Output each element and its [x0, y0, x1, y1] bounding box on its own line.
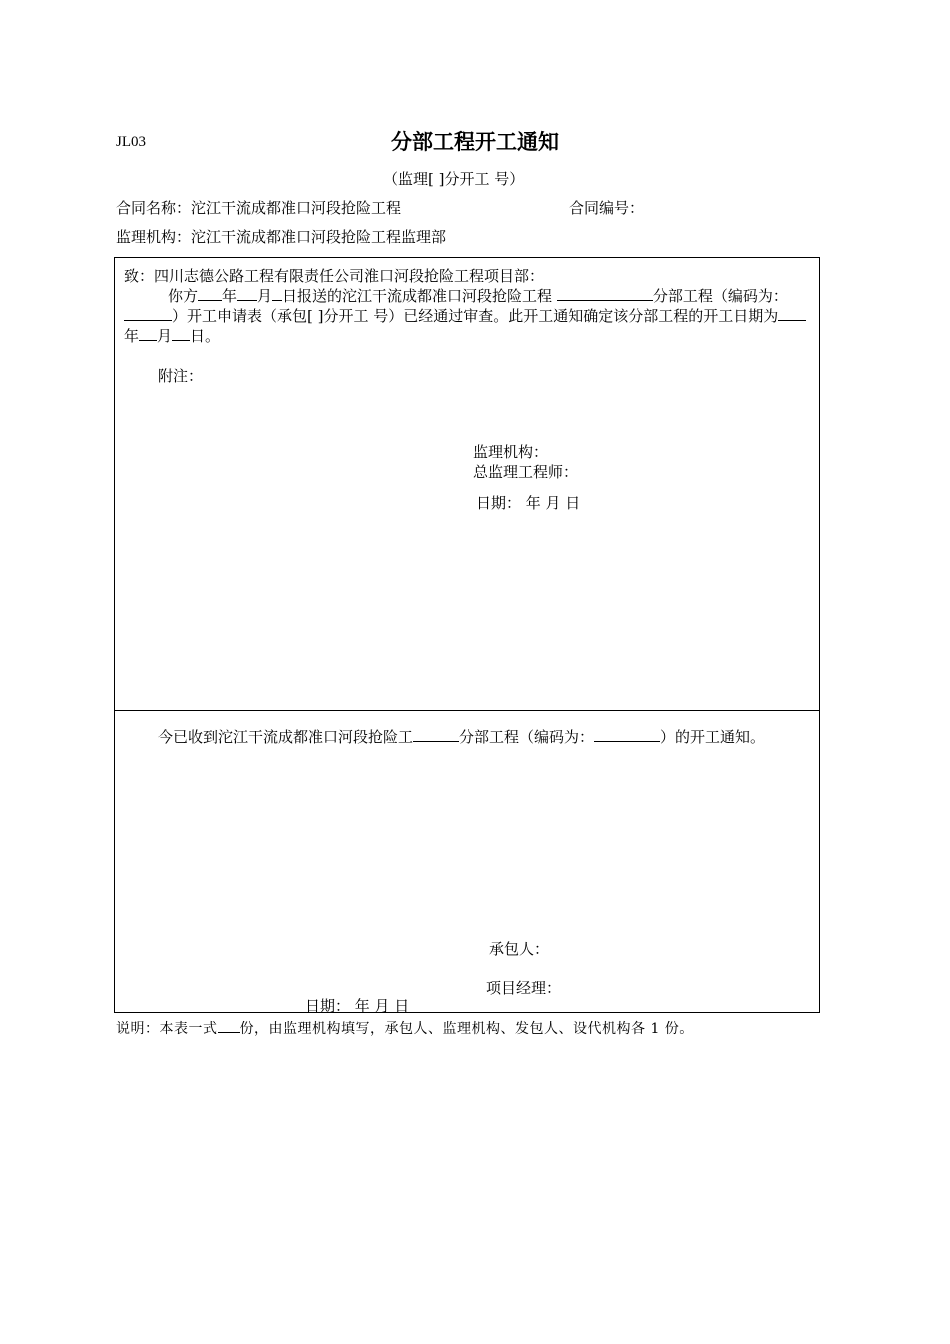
code-blank: [124, 306, 172, 321]
supervision-org-value: 沱江干流成都准口河段抢险工程监理部: [191, 228, 447, 246]
page-title: 分部工程开工通知: [391, 130, 559, 154]
start-year-blank: [778, 306, 806, 321]
receipt-date-label: 日期： 年 月 日: [305, 997, 410, 1015]
form-table: [114, 257, 820, 1013]
supervision-org-row: [116, 226, 446, 247]
notice-text: 月: [257, 287, 273, 305]
contractor-label: 承包人：: [489, 940, 550, 958]
notice-text: ）开工申请表（承包[ ]分开工 号）已经通过审查。此开工通知确定该分部工程的开工日期为: [172, 307, 779, 325]
form-code: JL03: [116, 134, 146, 150]
contract-name-label: 合同名称：: [116, 199, 192, 217]
contract-name-value: 沱江干流成都准口河段抢险工程: [191, 199, 402, 217]
year-blank: [198, 286, 222, 301]
receipt-project-blank: [413, 727, 459, 742]
receipt-statement: [158, 726, 765, 747]
notice-text: 日。: [190, 327, 221, 345]
footer-text: 份，由监理机构填写，承包人、监理机构、发包人、设代机构各 1 份。: [239, 1021, 694, 1037]
footer-note: [116, 1018, 694, 1038]
chief-engineer-label: 总监理工程师：: [473, 463, 579, 481]
notice-text: 你方: [168, 287, 199, 305]
month-blank: [237, 286, 257, 301]
project-manager-label: 项目经理：: [486, 979, 562, 997]
notice-paragraph: [124, 266, 812, 346]
receipt-code-blank: [594, 727, 660, 742]
supervision-org-label: 监理机构：: [116, 228, 192, 246]
notice-date-label: 日期： 年 月 日: [476, 494, 581, 512]
start-month-blank: [139, 326, 157, 341]
receipt-text: 今已收到沱江干流成都准口河段抢险工: [158, 728, 414, 746]
day-blank: [272, 286, 282, 301]
footer-text: 说明：本表一式: [116, 1021, 218, 1037]
receipt-text: ）的开工通知。: [660, 728, 766, 746]
sub-project-blank: [557, 286, 653, 301]
notice-text: 年: [222, 287, 238, 305]
copies-blank: [218, 1018, 240, 1033]
supervision-signature-label: 监理机构：: [473, 443, 549, 461]
notice-text: 年: [124, 327, 140, 345]
notice-text: 分部工程（编码为：: [652, 287, 788, 305]
document-number: （监理[ ]分开工 号）: [383, 170, 525, 188]
contract-number-label: 合同编号：: [569, 199, 645, 217]
note-label: 附注：: [158, 367, 204, 385]
notice-text: 月: [157, 327, 173, 345]
notice-text: 日报送的沱江干流成都准口河段抢险工程: [282, 287, 553, 305]
section-divider: [114, 710, 819, 711]
notice-body: [124, 286, 812, 346]
contract-name-row: [116, 197, 401, 218]
addressee-line: 致：四川志德公路工程有限责任公司淮口河段抢险工程项目部：: [124, 267, 545, 285]
start-day-blank: [172, 326, 190, 341]
receipt-text: 分部工程（编码为：: [459, 728, 595, 746]
